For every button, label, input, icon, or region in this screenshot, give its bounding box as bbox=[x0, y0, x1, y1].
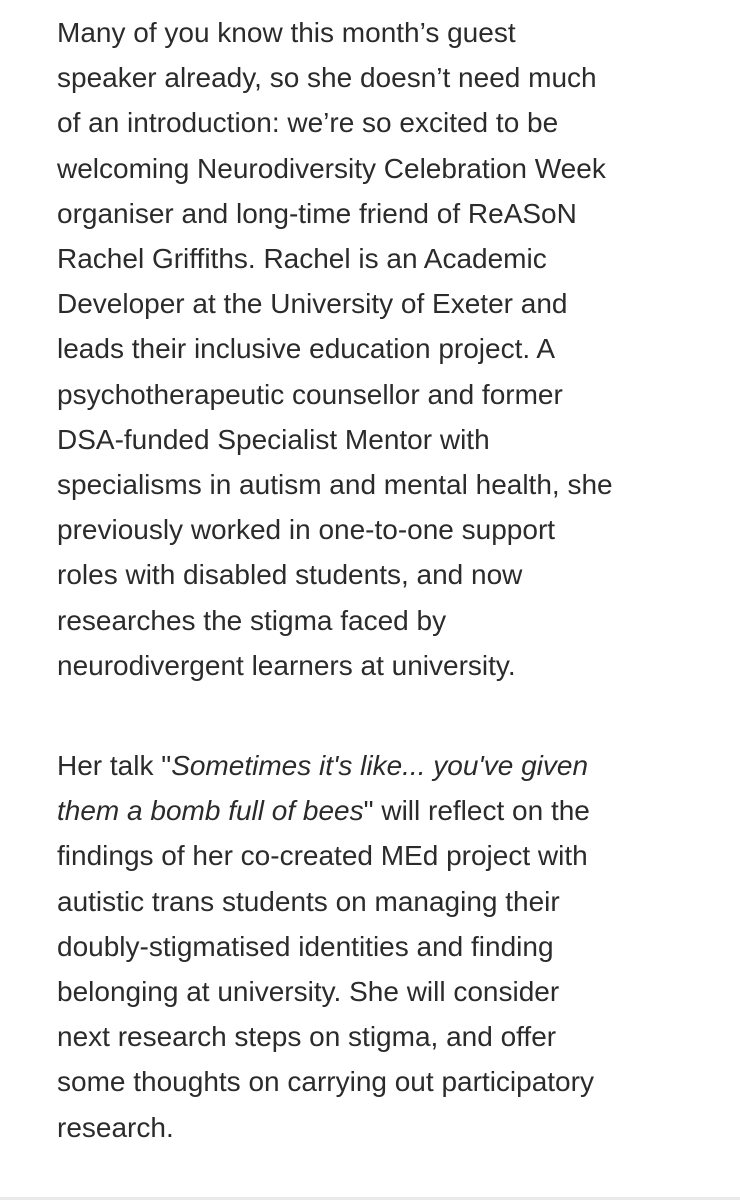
text-line: DSA-funded Specialist Mentor with bbox=[57, 423, 490, 455]
paragraph-spacer bbox=[57, 688, 684, 743]
talk-title-part-2: them a bomb full of bees bbox=[57, 795, 364, 827]
text-line bbox=[57, 743, 684, 788]
text-line bbox=[57, 788, 684, 833]
text-line: leads their inclusive education project. A bbox=[57, 333, 556, 365]
text-line: previously worked in one-to-one support bbox=[57, 514, 556, 546]
text-line: belonging at university. She will consider bbox=[57, 976, 560, 1008]
talk-title-part-1: Sometimes it's like... you've given bbox=[171, 750, 589, 782]
text-line: psychotherapeutic counsellor and former bbox=[57, 378, 563, 410]
text-line: neurodivergent learners at university. bbox=[57, 649, 516, 681]
text-line: of an introduction: we’re so excited to be bbox=[57, 107, 559, 139]
text-line: some thoughts on carrying out participatory bbox=[57, 1066, 594, 1098]
text-line: findings of her co-created MEd project with bbox=[57, 840, 588, 872]
text-line: autistic trans students on managing their bbox=[57, 885, 560, 917]
text-line: speaker already, so she doesn’t need much bbox=[57, 62, 597, 94]
text-line: Many of you know this month’s guest bbox=[57, 17, 516, 48]
text-line: Developer at the University of Exeter and bbox=[57, 288, 568, 320]
text-line: roles with disabled students, and now bbox=[57, 559, 523, 591]
text-line: organiser and long-time friend of ReASoN bbox=[57, 197, 577, 229]
talk-intro-suffix: " will reflect on the bbox=[363, 795, 590, 827]
text-line: next research steps on stigma, and offer bbox=[57, 1021, 557, 1053]
text-line: welcoming Neurodiversity Celebration Week bbox=[57, 152, 606, 184]
speaker-intro-paragraph bbox=[57, 10, 684, 688]
talk-intro-text: Her talk " bbox=[57, 750, 172, 782]
talk-description-paragraph bbox=[57, 743, 684, 1150]
text-line: specialisms in autism and mental health, she bbox=[57, 469, 613, 501]
text-line: researches the stigma faced by bbox=[57, 604, 447, 636]
text-line: Rachel Griffiths. Rachel is an Academic bbox=[57, 243, 547, 275]
text-line: research. bbox=[57, 1111, 174, 1143]
text-line: doubly-stigmatised identities and finding bbox=[57, 930, 554, 962]
